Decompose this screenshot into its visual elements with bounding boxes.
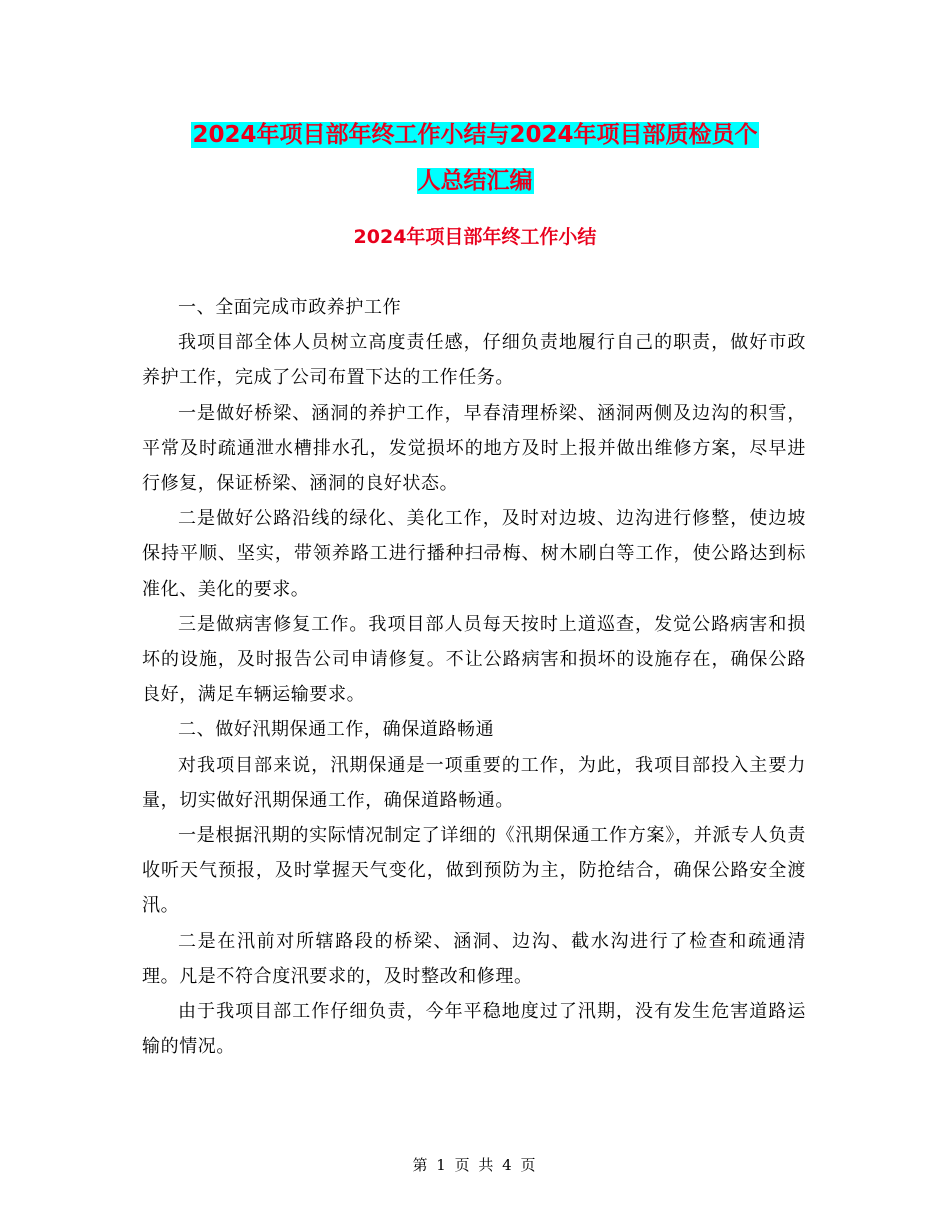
document-title-line-1: 2024年项目部年终工作小结与2024年项目部质检员个 xyxy=(192,122,758,148)
body-paragraph: 二是做好公路沿线的绿化、美化工作，及时对边坡、边沟进行修整，使边坡保持平顺、坚实，带领养路工进行播种扫帚梅、树木刷白等工作，使公路达到标准化、美化的要求。 xyxy=(142,508,806,600)
heading-paragraph: 二、做好汛期保通工作，确保道路畅通 xyxy=(178,719,495,741)
page-footer xyxy=(0,1154,950,1175)
body-paragraph: 一是根据汛期的实际情况制定了详细的《汛期保通工作方案》，并派专人负责收听天气预报，及时掌握天气变化，做到预防为主，防抢结合，确保公路安全渡汛。 xyxy=(142,825,806,917)
total-pages: 4 xyxy=(502,1156,514,1174)
heading-paragraph: 一、全面完成市政养护工作 xyxy=(178,297,402,318)
page-label-prefix: 第 xyxy=(412,1156,430,1174)
body-paragraph: 三是做病害修复工作。我项目部人员每天按时上道巡查，发觉公路病害和损坏的设施，及时报告公司申请修复。不让公路病害和损坏的设施存在，确保公路良好，满足车辆运输要求。 xyxy=(142,613,806,706)
body-paragraph: 二是在汛前对所辖路段的桥梁、涵洞、边沟、截水沟进行了检查和疏通清理。凡是不符合度汛要求的，及时整改和修理。 xyxy=(142,930,806,987)
body-paragraph: 由于我项目部工作仔细负责，今年平稳地度过了汛期，没有发生危害道路运输的情况。 xyxy=(142,1001,806,1058)
document-title xyxy=(0,112,950,204)
document-title-line-2: 人总结汇编 xyxy=(417,168,533,194)
body-paragraph: 一是做好桥梁、涵洞的养护工作，早春清理桥梁、涵洞两侧及边沟的积雪，平常及时疏通泄水槽排水孔，发觉损坏的地方及时上报并做出维修方案，尽早进行修复，保证桥梁、涵洞的良好状态。 xyxy=(142,402,806,495)
page-label-suffix: 页 xyxy=(520,1156,538,1174)
page-number: 1 xyxy=(436,1156,448,1174)
body-paragraph: 我项目部全体人员树立高度责任感，仔细负责地履行自己的职责，做好市政养护工作，完成了公司布置下达的工作任务。 xyxy=(142,332,806,389)
section-title: 2024年项目部年终工作小结 xyxy=(353,226,597,248)
document-body xyxy=(142,290,806,1064)
body-paragraph: 对我项目部来说，汛期保通是一项重要的工作，为此，我项目部投入主要力量，切实做好汛期保通工作，确保道路畅通。 xyxy=(142,754,806,811)
page-label-mid: 页 共 xyxy=(454,1156,496,1174)
